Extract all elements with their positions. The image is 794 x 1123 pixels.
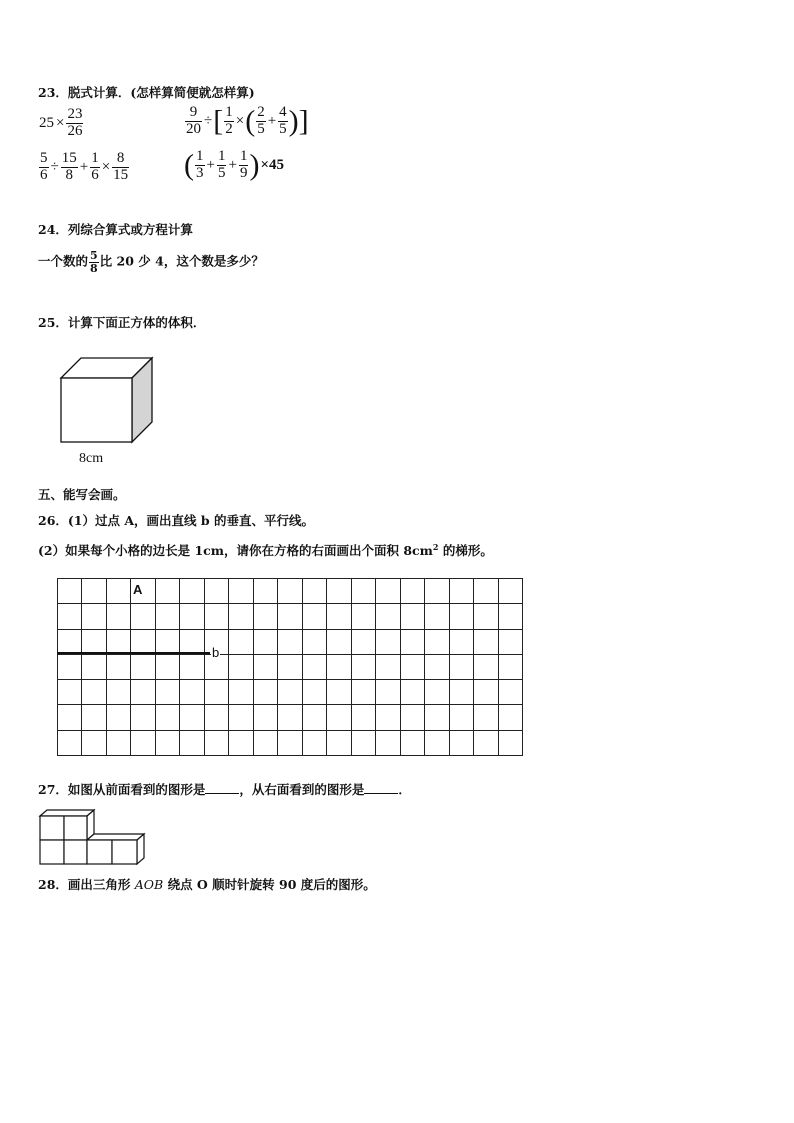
q24-title: 24．列综合算式或方程计算 xyxy=(38,222,193,237)
grid-hline xyxy=(57,679,523,680)
block-front-upper-1 xyxy=(40,816,64,840)
expr4-tail: ×45 xyxy=(260,156,284,173)
point-a-label: A xyxy=(133,582,143,597)
expr1-frac xyxy=(66,107,83,140)
expr3-frac-a xyxy=(39,151,49,184)
expr4-plus2: + xyxy=(228,156,237,173)
expr3-times: × xyxy=(101,158,111,175)
expr4-plus1: + xyxy=(206,156,215,173)
expr3-frac-b xyxy=(61,151,78,184)
expr3-frac-c xyxy=(90,151,100,184)
block-front-lower-4 xyxy=(112,840,137,864)
grid-hline xyxy=(57,654,523,655)
expr4-c-num: 1 xyxy=(239,148,248,164)
block-front-lower-2 xyxy=(64,840,87,864)
expr1-den: 26 xyxy=(67,122,83,139)
q23-title: 23．脱式计算．(怎样算简便就怎样算) xyxy=(38,85,255,100)
line-b-label: b xyxy=(212,645,220,660)
q24-frac xyxy=(89,250,99,274)
block-front-lower-3 xyxy=(87,840,112,864)
grid-hline xyxy=(57,730,523,731)
q26-line2-sup: 2 xyxy=(432,541,439,552)
block-front-upper-2 xyxy=(64,816,87,840)
expr3-d-den: 15 xyxy=(113,166,129,183)
q23-expr4 xyxy=(184,149,285,182)
expr3-c-num: 1 xyxy=(91,150,99,166)
q28-post: 绕点 O 顺时针旋转 90 度后的图形。 xyxy=(163,877,376,892)
block-top-upper xyxy=(40,810,94,816)
expr2-a-den: 20 xyxy=(186,120,201,137)
grid-hline xyxy=(57,603,523,604)
expr2-paren-left: ( xyxy=(245,104,256,138)
expr2-c-den: 5 xyxy=(257,120,265,137)
expr2-plus: + xyxy=(267,112,277,129)
expr2-paren-right: ) xyxy=(288,104,299,138)
block-front-lower-1 xyxy=(40,840,64,864)
q26-line2-pre: (2）如果每个小格的边长是 1cm，请你在方格的右面画出个面积 8cm xyxy=(38,543,433,558)
q24-den: 8 xyxy=(90,261,98,275)
block-side-lower xyxy=(137,834,144,864)
expr3-d-num: 8 xyxy=(112,151,129,168)
expr2-b-den: 2 xyxy=(225,120,233,137)
expr4-b-num: 1 xyxy=(217,148,226,164)
cube-front-face xyxy=(61,378,132,442)
expr4-b-den: 5 xyxy=(217,164,226,181)
expr2-frac-c xyxy=(256,105,266,138)
expr3-c-den: 6 xyxy=(91,166,99,183)
block-top-lower xyxy=(87,834,144,840)
expr4-frac-a xyxy=(195,149,205,182)
q24-question xyxy=(38,250,264,274)
expr3-a-den: 6 xyxy=(40,166,48,183)
expr4-paren-right: ) xyxy=(249,148,260,182)
expr2-frac-d xyxy=(278,105,288,138)
expr3-frac-d xyxy=(112,151,129,184)
q24-post: 比 20 少 4，这个数是多少？ xyxy=(99,253,264,269)
expr2-c-num: 2 xyxy=(257,104,265,120)
expr3-b-num: 15 xyxy=(61,150,77,166)
q23-expr3 xyxy=(38,151,130,184)
expr2-d-num: 4 xyxy=(279,104,287,120)
grid-hline xyxy=(57,578,523,579)
q28-question xyxy=(38,875,376,893)
grid-hline xyxy=(57,629,523,630)
q24-num: 5 xyxy=(90,249,98,262)
expr2-b-num: 1 xyxy=(225,104,233,120)
q27-pre: 27．如图从前面看到的图形是 xyxy=(38,782,206,797)
expr2-d-den: 5 xyxy=(279,120,287,137)
square-grid xyxy=(57,578,523,756)
q27-question xyxy=(38,780,411,798)
expr4-a-den: 3 xyxy=(196,164,204,181)
q28-pre: 28．画出三角形 xyxy=(38,877,135,892)
q28-triangle-name: AOB xyxy=(134,877,164,892)
expr2-a-num: 9 xyxy=(185,105,202,122)
expr1-whole: 25 xyxy=(39,114,54,131)
expr2-bracket-left: [ xyxy=(213,104,224,138)
expr2-bracket-right: ] xyxy=(298,104,309,138)
q23-expr2 xyxy=(184,105,309,138)
q26-line1: 26．(1）过点 A，画出直线 b 的垂直、平行线。 xyxy=(38,513,315,528)
expr4-paren-left: ( xyxy=(184,148,194,182)
expr3-a-num: 5 xyxy=(40,150,48,166)
q27-blank-front[interactable] xyxy=(205,781,239,794)
expr2-frac-b xyxy=(224,105,234,138)
expr1-op: × xyxy=(56,114,65,131)
expr1-num: 23 xyxy=(67,106,83,122)
cube-figure xyxy=(55,352,159,444)
grid-hline xyxy=(57,755,523,756)
expr3-plus: + xyxy=(79,158,89,175)
q25-title: 25．计算下面正方体的体积． xyxy=(38,315,206,330)
line-b xyxy=(57,652,210,654)
q26-line2-post: 的梯形。 xyxy=(438,543,493,558)
expr2-div: ÷ xyxy=(204,112,213,129)
blocks-figure xyxy=(38,808,150,866)
q27-blank-right[interactable] xyxy=(364,781,398,794)
expr4-frac-c xyxy=(239,149,249,182)
q27-mid: ，从右面看到的图形是 xyxy=(239,782,365,797)
q27-post: ． xyxy=(398,782,411,797)
section5-title: 五、能写会画。 xyxy=(38,487,126,502)
q23-expr1 xyxy=(38,107,84,140)
expr4-frac-b xyxy=(217,149,227,182)
grid-hline xyxy=(57,704,523,705)
expr4-a-num: 1 xyxy=(196,148,204,164)
expr2-frac-a xyxy=(185,105,202,138)
expr4-c-den: 9 xyxy=(239,164,248,181)
expr3-div: ÷ xyxy=(50,158,59,175)
expr3-b-den: 8 xyxy=(65,166,73,183)
expr2-times: × xyxy=(235,112,245,129)
q24-pre: 一个数的 xyxy=(38,253,89,269)
cube-label: 8cm xyxy=(79,451,104,466)
q26-line2 xyxy=(38,541,493,559)
